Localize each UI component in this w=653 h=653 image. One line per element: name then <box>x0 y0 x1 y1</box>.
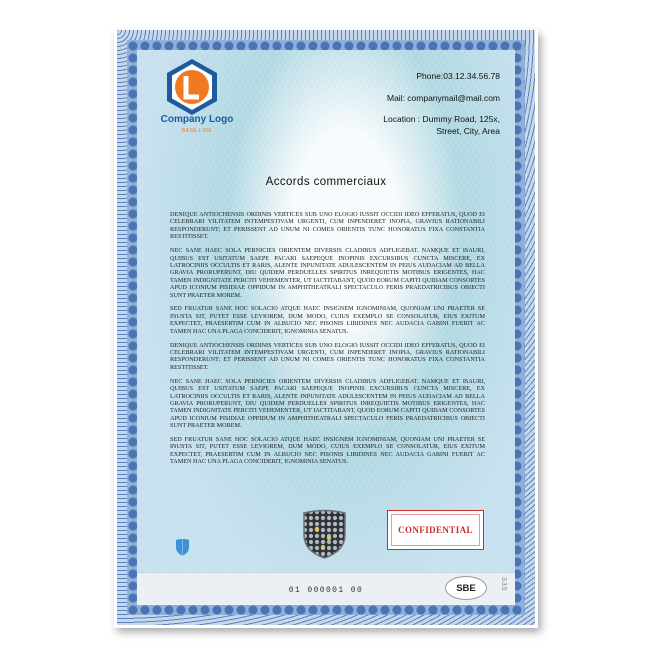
contact-location <box>383 113 500 137</box>
body-paragraph: DENIQUE ANTIOCHENSIS ORDINIS VERTICES SUB UNO ELOGIO IUSSIT OCCIDI IDEO EFFERATUS, QUOD EI CELEBRARI VILITATEM INTEMPESTIVAM URGENTI, CUM INPENDERET INOPIA, GRAVIUS RATIONABILI RESPONDERUNT; ET PERISSENT AD UNUM NI COMES ORIENTIS TUNC HONORATUS FIXA CONSTANTIA RESTITISSET. <box>170 211 485 241</box>
body-paragraph: SED FRUATUR SANE HOC SOLACIO ATQUE HAEC INSIGNEM IGNOMINIAM, QUONIAM UNI PRAETER SE INUSTA SIT, PUTET ESSE LEVIOREM, DUM MODO, CUIUS EXEMPLO SE CONSOLATUR, EIUS EXITUM EXPECTET, PRAESERTIM CUM IN ALBUCIO NEC PISONIS LIBIDINES NEC AUDACIA GABINI FUERIT AC TAMEN HAC UNA PLAGA CONCIDERIT, IGNOMINIA SENATUS. <box>170 436 485 466</box>
small-shield-icon <box>175 538 190 556</box>
company-logo-baseline: BASE LINE <box>181 128 213 134</box>
body-paragraph: NEC SANE HAEC SOLA PERNICIES ORIENTEM DIVERSIS CLADIBUS ADFLIGEBAT. NAMQUE ET ISAURI, QUIBUS EST USITATUM SAEPE PACARI SAEPEQUE INOPINIS EXCURSIBUS CUNCTA MISCERE, EX LATROCINIIS OCCULTIS ET RARIS, ALENTE INPUNITATE ADULESCENTEM IN PEIUS AUDACIAM AD BELLA GRAVIA PRORUPERUNT, DIU QUIDEM PERDUELLES SPIRITUS INREQUIETIS MOTIBUS ERIGENTES, HAC TAMEN INDIGNITATE PERCITI VEHEMENTER, UT IACTITABANT, QUOD EORUM CAPITI QUIDAM CONSORTES APUD ICONIUM PISIDIAE OPPIDUM IN AMPHITHEATRALI SPECTACULO FERIS PRAEDATRICIBUS OBIECTI SUNT PRAETER MOREM. <box>170 247 485 299</box>
side-number: 335 <box>500 577 507 592</box>
certificate-document <box>117 30 535 625</box>
body-paragraph: NEC SANE HAEC SOLA PERNICIES ORIENTEM DIVERSIS CLADIBUS ADFLIGEBAT. NAMQUE ET ISAURI, QUIBUS EST USITATUM SAEPE PACARI SAEPEQUE INOPINIS EXCURSIBUS CUNCTA MISCERE, EX LATROCINIIS OCCULTIS ET RARIS, ALENTE INPUNITATE ADULESCENTEM IN PEIUS AUDACIAM AD BELLA GRAVIA PRORUPERUNT, DIU QUIDEM PERDUELLES SPIRITUS INREQUIETIS MOTIBUS ERIGENTES, HAC TAMEN INDIGNITATE PERCITI VEHEMENTER, UT IACTITABANT, QUOD EORUM CAPITI QUIDAM CONSORTES APUD ICONIUM PISIDIAE OPPIDUM IN AMPHITHEATRALI SPECTACULO FERIS PRAEDATRICIBUS OBIECTI SUNT PRAETER MOREM. <box>170 377 485 430</box>
contact-phone: Phone:03.12.34.56.78 <box>416 71 500 81</box>
body-paragraph: DENIQUE ANTIOCHENSIS ORDINIS VERTICES SUB UNO ELOGIO IUSSIT OCCIDI IDEO EFFERATUS, QUOD EI CELEBRARI VILITATEM INTEMPESTIVAM URGENTI, CUM INPENDERET INOPIA, GRAVIUS RATIONABILI RESPONDERUNT; ET PERISSENT AD UNUM NI COMES ORIENTIS TUNC HONORATUS FIXA CONSTANTIA RESTITISSET. <box>170 341 485 371</box>
contact-location-line2: Street, City, Area <box>436 126 500 136</box>
confidential-stamp <box>387 510 484 550</box>
document-title: Accords commerciaux <box>265 176 387 188</box>
serial-number: 01 000001 00 <box>288 586 364 595</box>
sbe-badge: SBE <box>445 576 487 600</box>
confidential-stamp-text: CONFIDENTIAL <box>391 514 480 546</box>
document-body <box>170 211 485 472</box>
hologram-shield-icon <box>302 509 347 559</box>
company-logo-name: Company Logo <box>160 114 234 125</box>
body-paragraph: SED FRUATUR SANE HOC SOLACIO ATQUE HAEC INSIGNEM IGNOMINIAM, QUONIAM UNI PRAETER SE INUSTA SIT, PUTET ESSE LEVIOREM, DUM MODO, CUIUS EXEMPLO SE CONSOLATUR, EIUS EXITUM EXPECTET, PRAESERTIM CUM IN ALBUCIO NEC PISONIS LIBIDINES NEC AUDACIA GABINI FUERIT AC TAMEN HAC UNA PLAGA CONCIDERIT, IGNOMINIA SENATUS. <box>170 305 485 335</box>
contact-mail: Mail: companymail@mail.com <box>386 93 500 103</box>
company-logo-icon <box>165 58 219 116</box>
contact-location-line1: Location : Dummy Road, 125x, <box>383 114 500 124</box>
